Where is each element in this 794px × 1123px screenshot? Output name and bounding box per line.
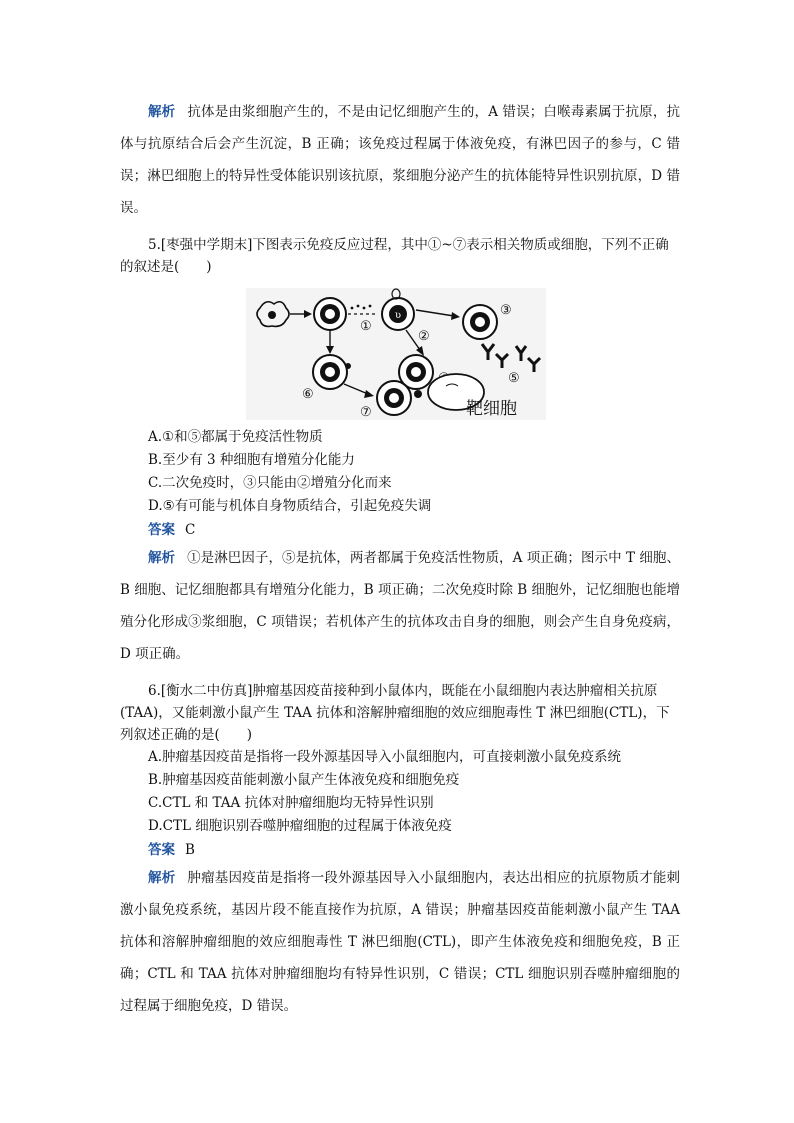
question-5-stem: 5.[枣强中学期末]下图表示免疫反应过程，其中①~⑦表示相关物质或细胞，下列不正确的叙述是( ) — [120, 237, 669, 275]
q5-answer-value: C — [185, 522, 196, 538]
q5-option-c: C.二次免疫时，③只能由②增殖分化而来 — [148, 475, 392, 491]
target-cell-label: 靶细胞 — [466, 399, 517, 419]
q5-option-d: D.⑤有可能与机体自身物质结合，引起免疫失调 — [148, 498, 432, 514]
q5-option-b: B.至少有 3 种细胞有增殖分化能力 — [148, 452, 355, 468]
answer-label: 答案 — [148, 842, 175, 858]
q5-answer — [148, 518, 680, 542]
label-2: ② — [418, 329, 430, 344]
analysis-paragraph-q4 — [120, 96, 680, 224]
cell-plasma-icon — [463, 305, 497, 339]
q6-answer-value: B — [185, 842, 195, 858]
q6-option-b: B.肿瘤基因疫苗能刺激小鼠产生体液免疫和细胞免疫 — [148, 772, 460, 788]
q5-option-a: A.①和⑤都属于免疫活性物质 — [148, 429, 323, 445]
analysis-paragraph-q5 — [120, 542, 680, 670]
question-6-stem: 6.[衡水二中仿真]肿瘤基因疫苗接种到小鼠体内，既能在小鼠细胞内表达肿瘤相关抗原(TAA)，又能刺激小鼠产生 TAA 抗体和溶解肿瘤细胞的效应细胞毒性 T 淋巴细胞(CTL)，下列叙述正确的是( ) — [120, 683, 670, 743]
label-3: ③ — [500, 303, 512, 318]
immune-response-diagram — [246, 288, 546, 420]
q6-option-c: C.CTL 和 TAA 抗体对肿瘤细胞均无特异性识别 — [148, 795, 434, 811]
q6-answer — [148, 838, 680, 862]
diagram-svg — [246, 288, 546, 420]
analysis-label: 解析 — [148, 104, 176, 120]
label-6: ⑥ — [302, 387, 314, 402]
analysis-label: 解析 — [148, 550, 176, 566]
analysis-text: 抗体是由浆细胞产生的，不是由记忆细胞产生的，A 错误；白喉毒素属于抗原，抗体与抗原结合后会产生沉淀，B 正确；该免疫过程属于体液免疫，有淋巴因子的参与，C 错误；淋巴细胞上的特异性受体能识别该抗原，浆细胞分泌产生的抗体能特异性识别抗原，D 错误。 — [120, 104, 681, 216]
svg-text:ʋ: ʋ — [395, 310, 402, 321]
cell-t-icon — [314, 298, 346, 330]
document-page — [120, 96, 680, 1022]
q6-analysis-text: 肿瘤基因疫苗是指将一段外源基因导入小鼠细胞内，表达出相应的抗原物质才能刺激小鼠免疫系统，基因片段不能直接作为抗原，A 错误；肿瘤基因疫苗能刺激小鼠产生 TAA 抗体和溶解肿瘤细胞的效应细胞毒性 T 淋巴细胞(CTL)，即产生体液免疫和细胞免疫，B 正确；CTL 和 TAA 抗体对肿瘤细胞均有特异性识别，C 错误；CTL 细胞识别吞噬肿瘤细胞的过程属于细胞免疫，D 错误。 — [120, 870, 681, 1014]
q6-option-d: D.CTL 细胞识别吞噬肿瘤细胞的过程属于体液免疫 — [148, 818, 452, 834]
answer-label: 答案 — [148, 522, 175, 538]
analysis-paragraph-q6 — [120, 862, 680, 1022]
q5-analysis-text: ①是淋巴因子，⑤是抗体，两者都属于免疫活性物质，A 项正确；图示中 T 细胞、B 细胞、记忆细胞都具有增殖分化能力，B 项正确；二次免疫时除 B 细胞外，记忆细胞也能增殖分化形成③浆细胞，C 项错误；若机体产生的抗体攻击自身的细胞，则会产生自身免疫病，D 项正确。 — [120, 550, 680, 662]
label-7: ⑦ — [360, 405, 372, 420]
q6-option-a: A.肿瘤基因疫苗是指将一段外源基因导入小鼠细胞内，可直接刺激小鼠免疫系统 — [148, 749, 622, 765]
label-1: ① — [360, 319, 372, 334]
label-5: ⑤ — [508, 371, 520, 386]
analysis-label: 解析 — [148, 870, 176, 886]
